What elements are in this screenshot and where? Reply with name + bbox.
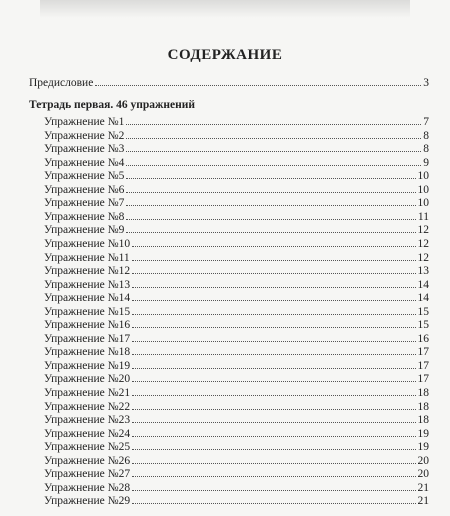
dot-leader [132, 260, 416, 261]
toc-entry-label: Упражнение №12 [44, 265, 131, 278]
toc-entry-label: Упражнение №11 [44, 251, 130, 264]
toc-page-number: 19 [417, 427, 429, 440]
toc-entry [44, 428, 429, 441]
dot-leader [126, 205, 415, 206]
toc-entry-label: Упражнение №21 [44, 387, 131, 399]
page-title: СОДЕРЖАНИЕ [167, 47, 283, 63]
toc-entry-label: Упражнение №8 [44, 210, 125, 223]
dot-leader [132, 409, 415, 410]
toc-entry [44, 130, 429, 143]
toc-entry-label: Упражнение №19 [44, 359, 131, 372]
toc-page-number: 21 [417, 495, 429, 508]
dot-leader [132, 273, 415, 274]
toc-page-number: 17 [417, 359, 429, 372]
toc-entry [44, 252, 429, 265]
toc-entry-label: Упражнение №2 [44, 129, 125, 142]
toc-entry-label: Упражнение №24 [44, 427, 131, 440]
toc-entry [44, 143, 429, 156]
toc-entry-label: Упражнение №5 [44, 170, 125, 183]
toc-entry [44, 306, 429, 319]
dot-leader [132, 503, 415, 504]
dot-leader [132, 381, 415, 382]
dot-leader [132, 422, 415, 423]
toc-entry [44, 441, 429, 454]
toc-entry-label: Упражнение №3 [44, 143, 125, 156]
section-heading: Тетрадь первая. 46 упражнений [29, 99, 195, 111]
toc-page-number: 18 [417, 414, 429, 427]
toc-entry [44, 157, 429, 170]
dot-leader [126, 192, 415, 193]
toc-entry [44, 360, 429, 373]
toc-page-number: 12 [417, 237, 429, 250]
dot-leader [126, 178, 415, 179]
toc-entry-label: Упражнение №6 [44, 183, 125, 196]
dot-leader [126, 232, 415, 233]
toc-page-number: 17 [417, 373, 429, 386]
toc-page-number: 12 [417, 224, 429, 237]
toc-entry [44, 170, 429, 183]
toc-page-number: 17 [417, 346, 429, 359]
toc-page-number: 8 [423, 143, 429, 156]
toc-entry [44, 333, 429, 346]
toc-page-number: 9 [423, 156, 429, 169]
toc-entry-label: Упражнение №15 [44, 305, 131, 318]
toc-entry-label: Упражнение №1 [44, 116, 125, 128]
toc-entry-label: Упражнение №27 [44, 468, 131, 481]
bleed-through-shadow [40, 0, 410, 18]
toc-page-number: 16 [417, 332, 429, 345]
dot-leader [126, 165, 421, 166]
toc-entry [44, 184, 429, 197]
dot-leader [126, 219, 416, 220]
toc-entry [44, 197, 429, 210]
dot-leader [132, 490, 415, 491]
dot-leader [132, 476, 415, 477]
toc-page-number: 12 [417, 251, 429, 264]
toc-page-number: 11 [417, 210, 429, 223]
toc-page-number: 10 [417, 197, 429, 210]
toc-entry-label: Упражнение №25 [44, 441, 131, 454]
toc-entry-label: Упражнение №18 [44, 346, 131, 359]
dot-leader [126, 124, 421, 125]
toc-entry-label: Упражнение №16 [44, 319, 131, 332]
dot-leader [132, 314, 415, 315]
toc-page-number: 21 [417, 481, 429, 494]
toc-entry-label: Упражнение №28 [44, 481, 131, 494]
toc-page-number: 3 [423, 77, 429, 89]
toc-entry [44, 468, 429, 481]
dot-leader [132, 449, 415, 450]
toc-entry-label: Упражнение №23 [44, 414, 131, 427]
dot-leader [132, 354, 415, 355]
toc-page-number: 19 [417, 441, 429, 454]
toc-entry [44, 279, 429, 292]
toc-entry-label: Упражнение №17 [44, 332, 131, 345]
toc-entry-preface [29, 77, 429, 90]
toc-entry [44, 482, 429, 495]
toc-entry-label: Упражнение №26 [44, 454, 131, 467]
toc-entry [44, 292, 429, 305]
toc-entry [44, 495, 429, 508]
dot-leader [132, 246, 415, 247]
toc-page-number: 15 [417, 319, 429, 332]
toc-entry-label: Упражнение №22 [44, 400, 131, 413]
toc-entry [44, 414, 429, 427]
dot-leader [132, 463, 415, 464]
dot-leader [132, 436, 415, 437]
toc-entry-label: Предисловие [29, 77, 94, 89]
dot-leader [132, 327, 415, 328]
dot-leader [132, 300, 415, 301]
dot-leader [126, 138, 421, 139]
toc-entry [44, 373, 429, 386]
dot-leader [132, 341, 415, 342]
toc-entry [44, 265, 429, 278]
dot-leader [132, 368, 415, 369]
toc-entry [44, 238, 429, 251]
toc-page-number: 14 [417, 292, 429, 305]
toc-entry [44, 387, 429, 400]
toc-entry-label: Упражнение №14 [44, 292, 131, 305]
toc-page-number: 10 [417, 170, 429, 183]
toc-page-number: 18 [417, 400, 429, 413]
toc-page-number: 18 [417, 387, 429, 399]
toc-page-number: 15 [417, 305, 429, 318]
toc-page-number: 13 [417, 265, 429, 278]
toc-page-number: 7 [423, 116, 429, 128]
dot-leader [95, 85, 421, 86]
toc-entry-label: Упражнение №4 [44, 156, 125, 169]
dot-leader [126, 151, 421, 152]
toc-entry-label: Упражнение №13 [44, 278, 131, 291]
toc-page-number: 10 [417, 183, 429, 196]
toc-entry-label: Упражнение №10 [44, 237, 131, 250]
dot-leader [132, 287, 415, 288]
toc-entry [44, 224, 429, 237]
toc-page-number: 20 [417, 454, 429, 467]
toc-page-number: 20 [417, 468, 429, 481]
toc-entry-label: Упражнение №7 [44, 197, 125, 210]
toc-entry-label: Упражнение №9 [44, 224, 125, 237]
toc-entry [44, 116, 429, 129]
toc-entry-label: Упражнение №20 [44, 373, 131, 386]
toc-entry [44, 401, 429, 414]
toc-entry [44, 319, 429, 332]
toc-entry-label: Упражнение №29 [44, 495, 131, 508]
toc-entry [44, 455, 429, 468]
toc-page-number: 14 [417, 278, 429, 291]
toc-entry [44, 211, 429, 224]
toc-page-number: 8 [423, 129, 429, 142]
dot-leader [132, 395, 415, 396]
toc-entry [44, 346, 429, 359]
